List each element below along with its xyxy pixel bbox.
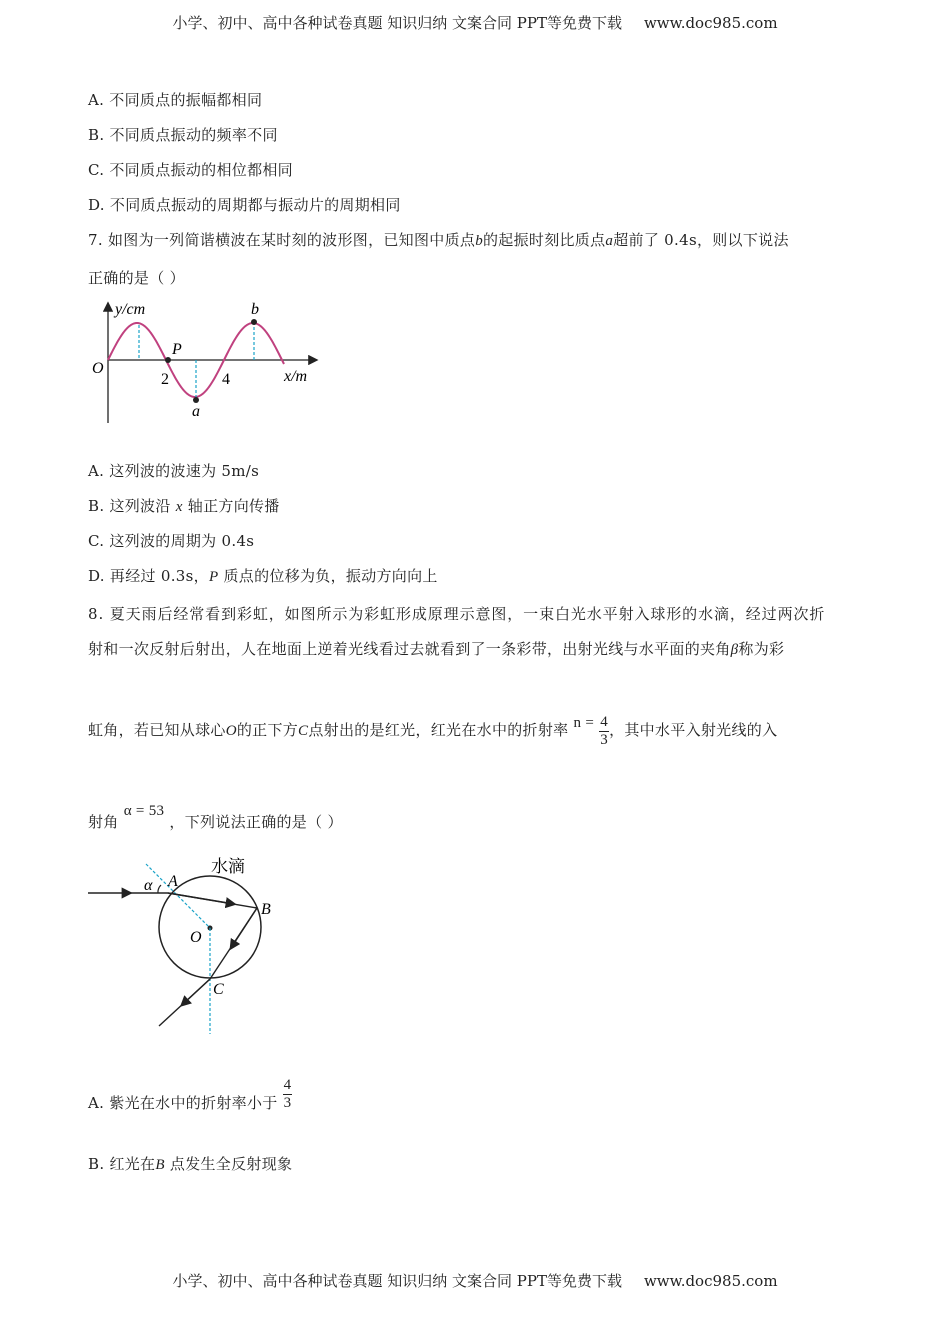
normal-at-a-dashed-line bbox=[146, 864, 210, 928]
raindrop-figure bbox=[86, 852, 296, 1037]
label-point-c: C bbox=[213, 981, 224, 998]
reflected-ray-bc-arrow bbox=[231, 908, 257, 948]
label-b: b bbox=[251, 301, 259, 318]
point-p bbox=[165, 357, 171, 363]
q7-stem-line2: 正确的是（ ） bbox=[88, 269, 185, 287]
incident-angle-eq: α = 53 bbox=[123, 803, 165, 819]
q7-stem-line1: 7. 如图为一列简谐横波在某时刻的波形图，已知图中质点b的起振时刻比质点a超前了 0.4s，则以下说法 bbox=[88, 231, 789, 249]
label-point-a: A bbox=[168, 873, 178, 890]
angle-alpha-arc bbox=[158, 885, 161, 893]
label-p: P bbox=[172, 341, 182, 358]
emergent-ray-arrow bbox=[182, 979, 210, 1005]
q7-option-d: D. 再经过 0.3s，P 质点的位移为负，振动方向向上 bbox=[88, 567, 438, 585]
q6-option-a: A. 不同质点的振幅都相同 bbox=[88, 91, 263, 109]
tick-label-2: 2 bbox=[161, 371, 169, 388]
tick-label-4: 4 bbox=[222, 371, 230, 388]
option-a-fraction: $\frac{4}{3}$ bbox=[283, 1076, 292, 1111]
wave-figure bbox=[88, 298, 328, 426]
label-point-b: B bbox=[261, 901, 271, 918]
label-alpha: α bbox=[144, 877, 153, 894]
page-header bbox=[0, 12, 950, 33]
q7-option-a: A. 这列波的波速为 5m/s bbox=[88, 462, 260, 480]
refracted-ray-ab-arrow bbox=[168, 893, 234, 904]
page-footer bbox=[0, 1270, 950, 1291]
label-water-drop: 水滴 bbox=[211, 857, 245, 876]
q6-option-d: D. 不同质点振动的周期都与振动片的周期相同 bbox=[88, 196, 401, 214]
label-a: a bbox=[192, 403, 200, 420]
q6-option-b: B. 不同质点振动的频率不同 bbox=[88, 126, 278, 144]
x-axis-label: x/m bbox=[284, 368, 308, 385]
q6-option-c: C. 不同质点振动的相位都相同 bbox=[88, 161, 293, 179]
q8-option-b: B. 红光在B 点发生全反射现象 bbox=[88, 1155, 293, 1173]
refractive-index-fraction: $\frac{4}{3}$ bbox=[600, 713, 609, 748]
label-point-o: O bbox=[190, 929, 202, 946]
y-axis-label: y/cm bbox=[115, 301, 146, 318]
origin-label: O bbox=[92, 360, 104, 377]
q8-stem-line4: 射角 α = 53 ，下列说法正确的是（ ） bbox=[88, 803, 343, 831]
q8-stem-line2: 射和一次反射后射出，人在地面上逆着光线看过去就看到了一条彩带，出射光线与水平面的夹角β称为彩 bbox=[88, 640, 785, 658]
refractive-index-label: n = bbox=[573, 715, 595, 731]
q7-option-c: C. 这列波的周期为 0.4s bbox=[88, 532, 255, 550]
point-b bbox=[251, 319, 257, 325]
footer-site-link[interactable]: www.doc985.com bbox=[643, 1272, 778, 1290]
header-text: 小学、初中、高中各种试卷真题 知识归纳 文案合同 PPT等免费下载 bbox=[172, 14, 622, 32]
q8-option-a: A. 紫光在水中的折射率小于 $\frac{4}{3}$ bbox=[88, 1076, 292, 1112]
q8-stem-line3: 虹角，若已知从球心O的正下方C点射出的是红光，红光在水中的折射率 n = $\frac{4}{3}$ ，其中水平入射光线的入 bbox=[88, 713, 778, 748]
header-site-link[interactable]: www.doc985.com bbox=[643, 14, 778, 32]
q7-option-b: B. 这列波沿 x 轴正方向传播 bbox=[88, 497, 280, 515]
footer-text: 小学、初中、高中各种试卷真题 知识归纳 文案合同 PPT等免费下载 bbox=[172, 1272, 622, 1290]
q8-stem-line1: 8. 夏天雨后经常看到彩虹，如图所示为彩虹形成原理示意图，一束白光水平射入球形的水滴，经过两次折 bbox=[88, 605, 826, 623]
